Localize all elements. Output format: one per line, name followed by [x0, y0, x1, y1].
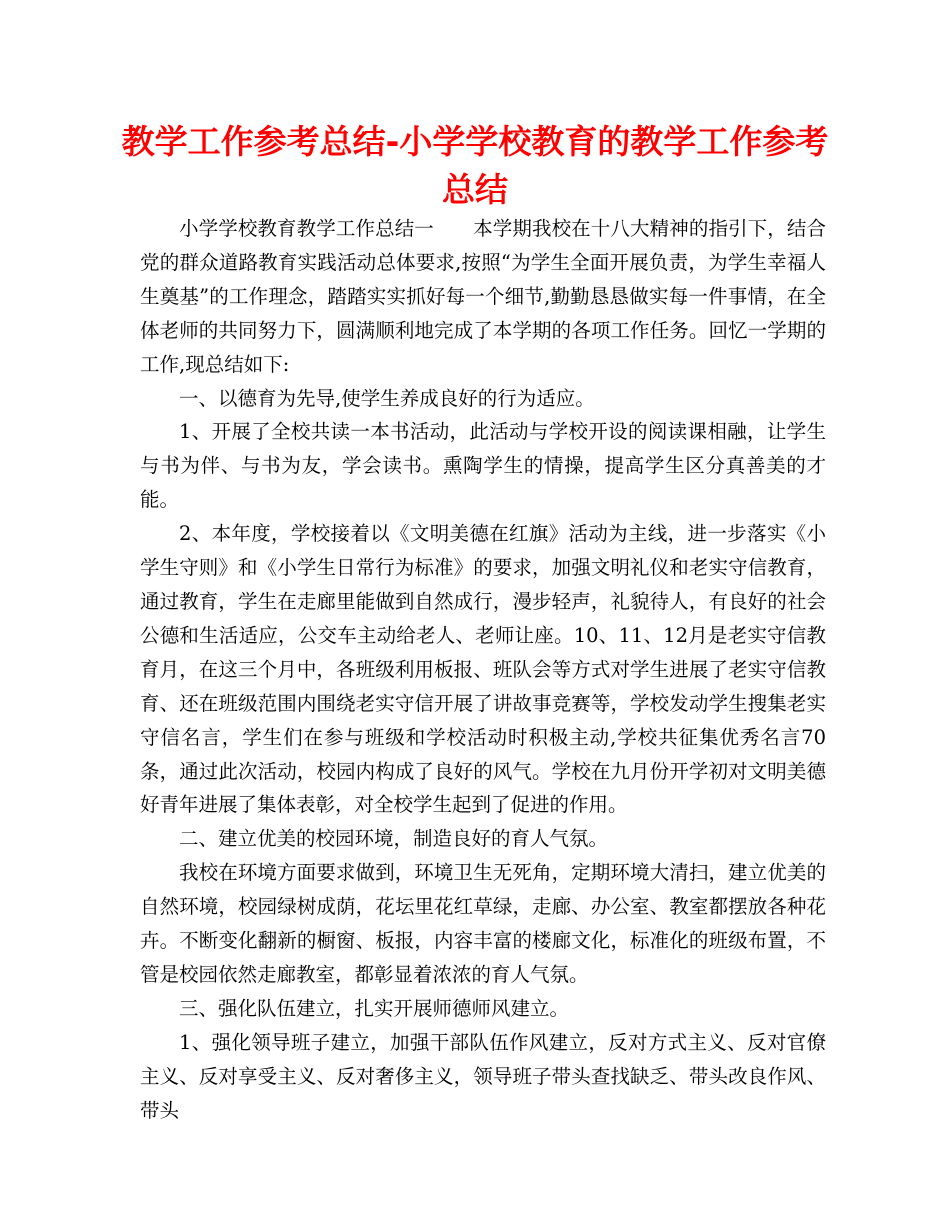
paragraph: 小学学校教育教学工作总结一 本学期我校在十八大精神的指引下，结合党的群众道路教育实践活动总体要求,按照“为学生全面开展负责，为学生幸福人生奠基”的工作理念，踏踏实实抓好每一个细节,勤勤恳恳做实每一件事情，在全体老师的共同努力下，圆满顺利地完成了本学期的各项工作任务。回忆一学期的工作,现总结如下: — [140, 217, 826, 376]
paragraph: 1、开展了全校共读一本书活动，此活动与学校开设的阅读课相融，让学生与书为伴、与书为友，学会读书。熏陶学生的情操，提高学生区分真善美的才能。 — [140, 420, 826, 512]
document-title: 教学工作参考总结-小学学校教育的教学工作参考总结 — [121, 122, 829, 209]
section-heading: 二、建立优美的校园环境，制造良好的育人气氛。 — [179, 827, 609, 851]
paragraph: 2、本年度，学校接着以《文明美德在红旗》活动为主线，进一步落实《小学生守则》和《小学生日常行为标准》的要求，加强文明礼仪和老实守信教育，通过教育，学生在走廊里能做到自然成行，漫步轻声，礼貌待人，有良好的社会公德和生活适应，公交车主动给老人、老师让座。10、11、12月是老实守信教育月，在这三个月中，各班级利用板报、班队会等方式对学生进展了老实守信教育、还在班级范围内围绕老实守信开展了讲故事竞赛等，学校发动学生搜集老实守信名言，学生们在参与班级和学校活动时积极主动,学校共征集优秀名言70条，通过此次活动，校园内构成了良好的风气。学校在九月份开学初对文明美德好青年进展了集体表彰，对全校学生起到了促进的作用。 — [140, 522, 826, 817]
section-heading: 一、以德育为先导,使学生养成良好的行为适应。 — [179, 386, 595, 410]
document-body — [140, 212, 826, 1127]
paragraph: 1、强化领导班子建立，加强干部队伍作风建立，反对方式主义、反对官僚主义、反对享受主义、反对奢侈主义，领导班子带头查找缺乏、带头改良作风、带头 — [140, 1030, 826, 1122]
section-heading: 三、强化队伍建立，扎实开展师德师风建立。 — [179, 996, 570, 1020]
paragraph: 我校在环境方面要求做到，环境卫生无死角，定期环境大清扫，建立优美的自然环境，校园绿树成荫，花坛里花红草绿，走廊、办公室、教室都摆放各种花卉。不断变化翻新的橱窗、板报，内容丰富的楼廊文化，标准化的班级布置，不管是校园依然走廊教室，都彰显着浓浓的育人气氛。 — [140, 861, 826, 986]
